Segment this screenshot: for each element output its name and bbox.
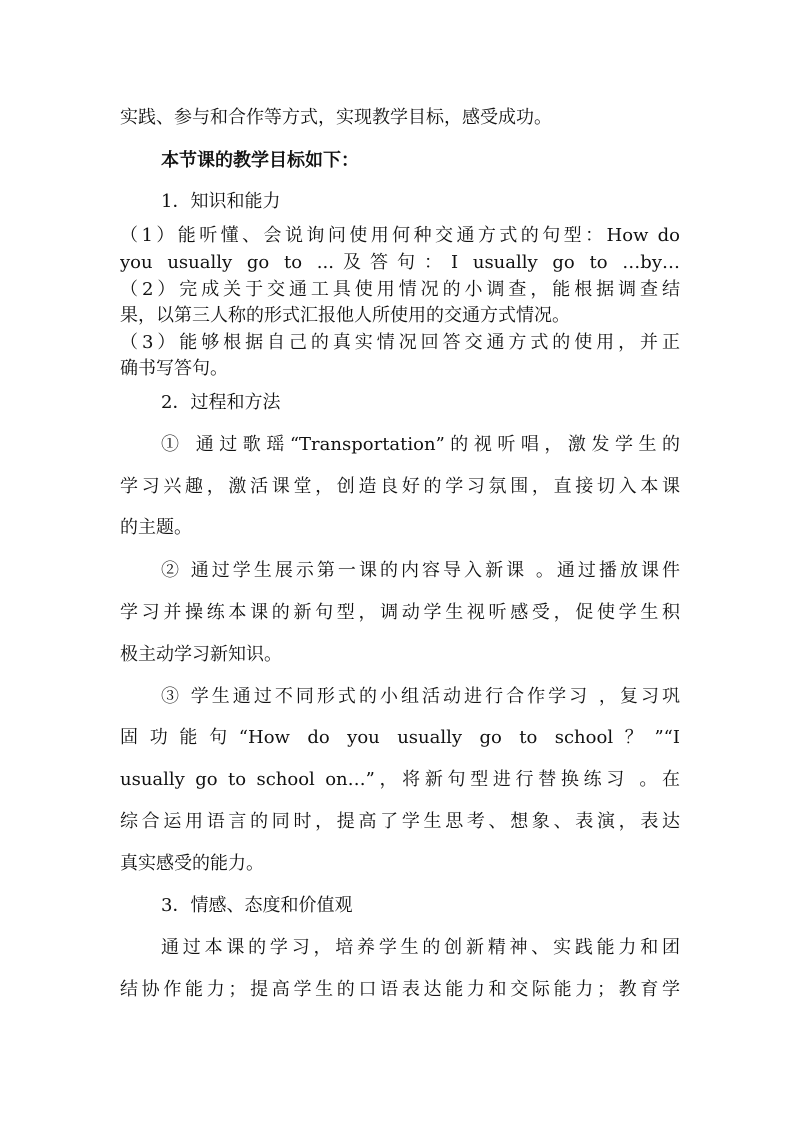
paragraph-line: ② 通过学生展示第一课的内容导入新课 。通过播放课件 [161, 560, 680, 581]
subheading-knowledge: 1．知识和能力 [161, 191, 281, 212]
objective-line: （3）能够根据自己的真实情况回答交通方式的使用，并正 [120, 332, 680, 353]
paragraph-line: 结协作能力；提高学生的口语表达能力和交际能力；教育学 [120, 979, 680, 1000]
objective-line: （1）能听懂、会说询问使用何种交通方式的句型：How do [120, 225, 680, 246]
objective-line: （2）完成关于交通工具使用情况的小调查，能根据调查结 [120, 279, 680, 300]
paragraph-line: 学习兴趣，激活课堂，创造良好的学习氛围，直接切入本课 [120, 476, 680, 497]
paragraph-line: 通过本课的学习，培养学生的创新精神、实践能力和团 [161, 937, 680, 958]
paragraph-line: 的主题。 [120, 517, 192, 538]
section-heading: 本节课的教学目标如下： [161, 150, 359, 171]
paragraph-line: 学习并操练本课的新句型，调动学生视听感受，促使学生积 [120, 602, 680, 623]
paragraph-line: 固功能句“How do you usually go to school？”“I [120, 727, 680, 748]
paragraph-line: 综合运用语言的同时，提高了学生思考、想象、表演，表达 [120, 811, 680, 832]
paragraph-line: 实践、参与和合作等方式，实现教学目标，感受成功。 [120, 107, 552, 128]
paragraph-line: ③ 学生通过不同形式的小组活动进行合作学习 ，复习巩 [161, 686, 680, 707]
objective-line: 确书写答句。 [120, 358, 228, 379]
objective-line: you usually go to ...及答句：I usually go to …by… [120, 252, 680, 273]
subheading-process: 2．过程和方法 [161, 392, 281, 413]
paragraph-line: usually go to school on…”，将新句型进行替换练习 。在 [120, 769, 680, 790]
paragraph-line: 真实感受的能力。 [120, 853, 264, 874]
paragraph-line: 极主动学习新知识。 [120, 644, 282, 665]
paragraph-line: ① 通过歌瑶“Transportation”的视听唱，激发学生的 [161, 434, 680, 455]
objective-line: 果，以第三人称的形式汇报他人所使用的交通方式情况。 [120, 305, 570, 326]
subheading-values: 3．情感、态度和价值观 [161, 895, 353, 916]
